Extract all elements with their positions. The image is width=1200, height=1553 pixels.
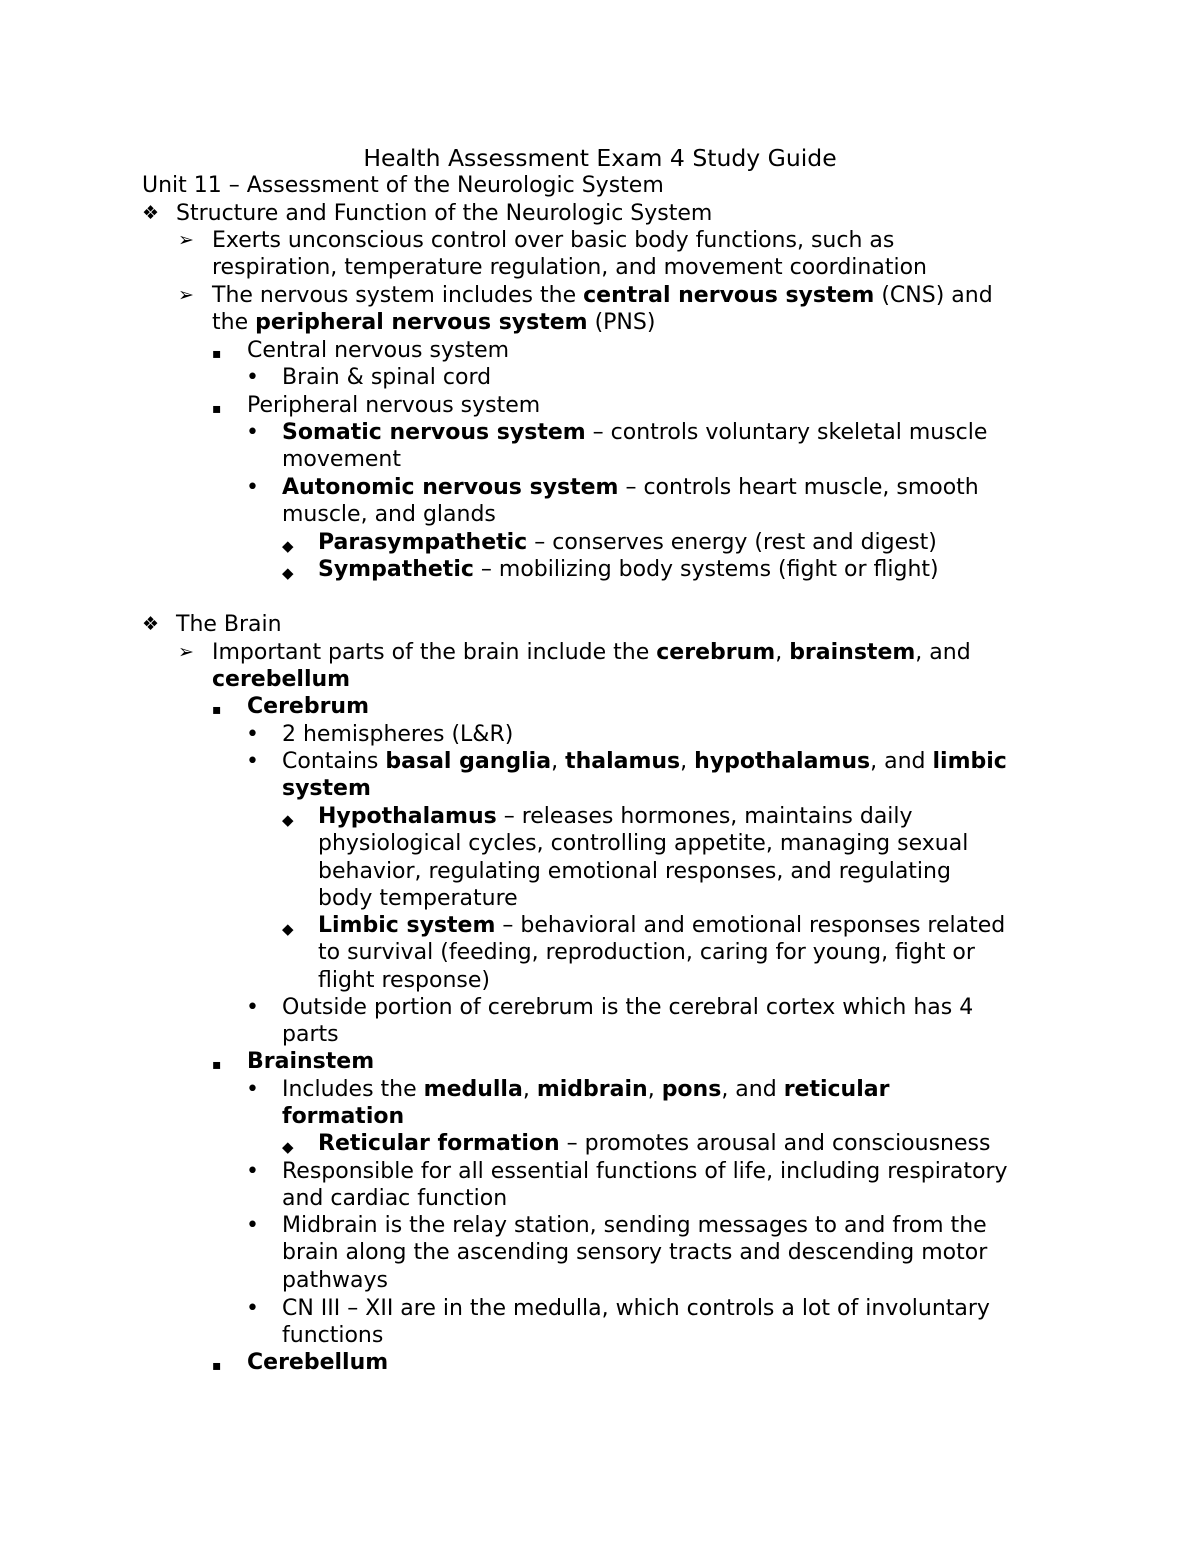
list-item-text: parts: [282, 1022, 339, 1048]
list-item-text: Peripheral nervous system: [247, 393, 541, 418]
list-item: [246, 1295, 990, 1350]
square-bullet-icon: ▪: [212, 1358, 222, 1374]
list-item: [212, 337, 509, 364]
square-bullet-icon: ▪: [212, 401, 222, 417]
list-item-text: system: [282, 776, 371, 802]
list-item-text: brain along the ascending sensory tracts and descending motor: [282, 1240, 988, 1266]
list-item: [246, 474, 979, 529]
diamond4-bullet-icon: ❖: [142, 613, 160, 635]
list-item-text: formation: [282, 1104, 405, 1130]
list-item: [246, 1076, 889, 1131]
list-item-text: Includes the medulla, midbrain, pons, and reticular: [282, 1077, 890, 1102]
list-item: [246, 748, 1007, 803]
list-item-text: and cardiac function: [282, 1186, 508, 1212]
list-item-text: to survival (feeding, reproduction, caring for young, fight or: [318, 940, 975, 966]
list-item-text: Brain & spinal cord: [282, 365, 492, 390]
list-item: [282, 556, 939, 583]
arrow-bullet-icon: ➢: [178, 284, 194, 306]
diamond-bullet-icon: ◆: [282, 537, 294, 555]
list-item-text: Reticular formation – promotes arousal and consciousness: [318, 1131, 991, 1156]
list-item-text: Contains basal ganglia, thalamus, hypothalamus, and limbic: [282, 749, 1007, 774]
list-item-text: Cerebellum: [247, 1350, 389, 1375]
list-item: [178, 282, 993, 337]
diamond-bullet-icon: ◆: [282, 564, 294, 582]
document-title: Health Assessment Exam 4 Study Guide: [363, 144, 837, 172]
list-item-text: Important parts of the brain include the cerebrum, brainstem, and: [212, 640, 971, 665]
list-item-text: Somatic nervous system – controls voluntary skeletal muscle: [282, 420, 988, 445]
list-item-text: respiration, temperature regulation, and movement coordination: [212, 255, 927, 281]
list-item-text: The nervous system includes the central nervous system (CNS) and: [212, 283, 993, 308]
section-heading: Structure and Function of the Neurologic System: [176, 201, 713, 226]
list-item-text: 2 hemispheres (L&R): [282, 722, 514, 747]
list-item-text: Outside portion of cerebrum is the cerebral cortex which has 4: [282, 995, 974, 1020]
list-item-text: Sympathetic – mobilizing body systems (fight or flight): [318, 557, 939, 582]
list-item-text: functions: [282, 1323, 384, 1349]
dot-bullet-icon: •: [246, 722, 259, 747]
list-item: [246, 721, 513, 748]
dot-bullet-icon: •: [246, 749, 259, 774]
list-item-text: Midbrain is the relay station, sending messages to and from the: [282, 1213, 987, 1238]
list-item-text: Exerts unconscious control over basic body functions, such as: [212, 228, 895, 253]
list-item: [212, 1349, 388, 1376]
list-item-text: physiological cycles, controlling appetite, managing sexual: [318, 831, 969, 857]
list-item: [246, 419, 987, 474]
list-item-text: Brainstem: [247, 1049, 375, 1074]
diamond-bullet-icon: ◆: [282, 811, 294, 829]
list-item-text: Limbic system – behavioral and emotional responses related: [318, 913, 1006, 938]
dot-bullet-icon: •: [246, 365, 259, 390]
arrow-bullet-icon: ➢: [178, 641, 194, 663]
diamond4-bullet-icon: ❖: [142, 202, 160, 224]
list-item-text: CN III – XII are in the medulla, which controls a lot of involuntary: [282, 1296, 990, 1321]
section-heading: The Brain: [176, 612, 282, 637]
list-item: [212, 1048, 374, 1075]
unit-heading: Unit 11 – Assessment of the Neurologic System: [142, 173, 664, 198]
dot-bullet-icon: •: [246, 995, 259, 1020]
list-item: [246, 1212, 987, 1294]
list-item-text: Parasympathetic – conserves energy (rest and digest): [318, 530, 937, 555]
dot-bullet-icon: •: [246, 1077, 259, 1102]
list-item: [178, 639, 971, 694]
list-item-text: muscle, and glands: [282, 502, 496, 528]
list-item-text: Responsible for all essential functions of life, including respiratory: [282, 1159, 1008, 1184]
dot-bullet-icon: •: [246, 475, 259, 500]
list-item-text: movement: [282, 447, 401, 473]
list-item: [282, 1130, 990, 1157]
list-item: [178, 227, 927, 282]
list-item-text: Cerebrum: [247, 694, 370, 719]
dot-bullet-icon: •: [246, 1159, 259, 1184]
list-item-text: behavior, regulating emotional responses, and regulating: [318, 858, 951, 884]
diamond-bullet-icon: ◆: [282, 920, 294, 938]
list-item: [246, 364, 491, 391]
list-item: [246, 1158, 1008, 1213]
dot-bullet-icon: •: [246, 1213, 259, 1238]
square-bullet-icon: ▪: [212, 1057, 222, 1073]
section-the-brain: [142, 611, 282, 638]
list-item: [212, 693, 369, 720]
square-bullet-icon: ▪: [212, 346, 222, 362]
list-item-text: Central nervous system: [247, 338, 510, 363]
list-item: [282, 912, 1005, 994]
list-item-text: Autonomic nervous system – controls heart muscle, smooth: [282, 475, 979, 500]
list-item-text: the peripheral nervous system (PNS): [212, 310, 656, 336]
list-item-text: Hypothalamus – releases hormones, maintains daily: [318, 804, 913, 829]
list-item: [282, 529, 937, 556]
list-item: [246, 994, 973, 1049]
dot-bullet-icon: •: [246, 420, 259, 445]
list-item: [282, 803, 968, 912]
list-item-text: flight response): [318, 967, 491, 993]
list-item-text: body temperature: [318, 885, 518, 911]
square-bullet-icon: ▪: [212, 702, 222, 718]
section-structure-function: [142, 200, 712, 227]
list-item-text: cerebellum: [212, 667, 351, 693]
diamond-bullet-icon: ◆: [282, 1138, 294, 1156]
arrow-bullet-icon: ➢: [178, 229, 194, 251]
list-item: [212, 392, 540, 419]
list-item-text: pathways: [282, 1267, 388, 1293]
dot-bullet-icon: •: [246, 1296, 259, 1321]
